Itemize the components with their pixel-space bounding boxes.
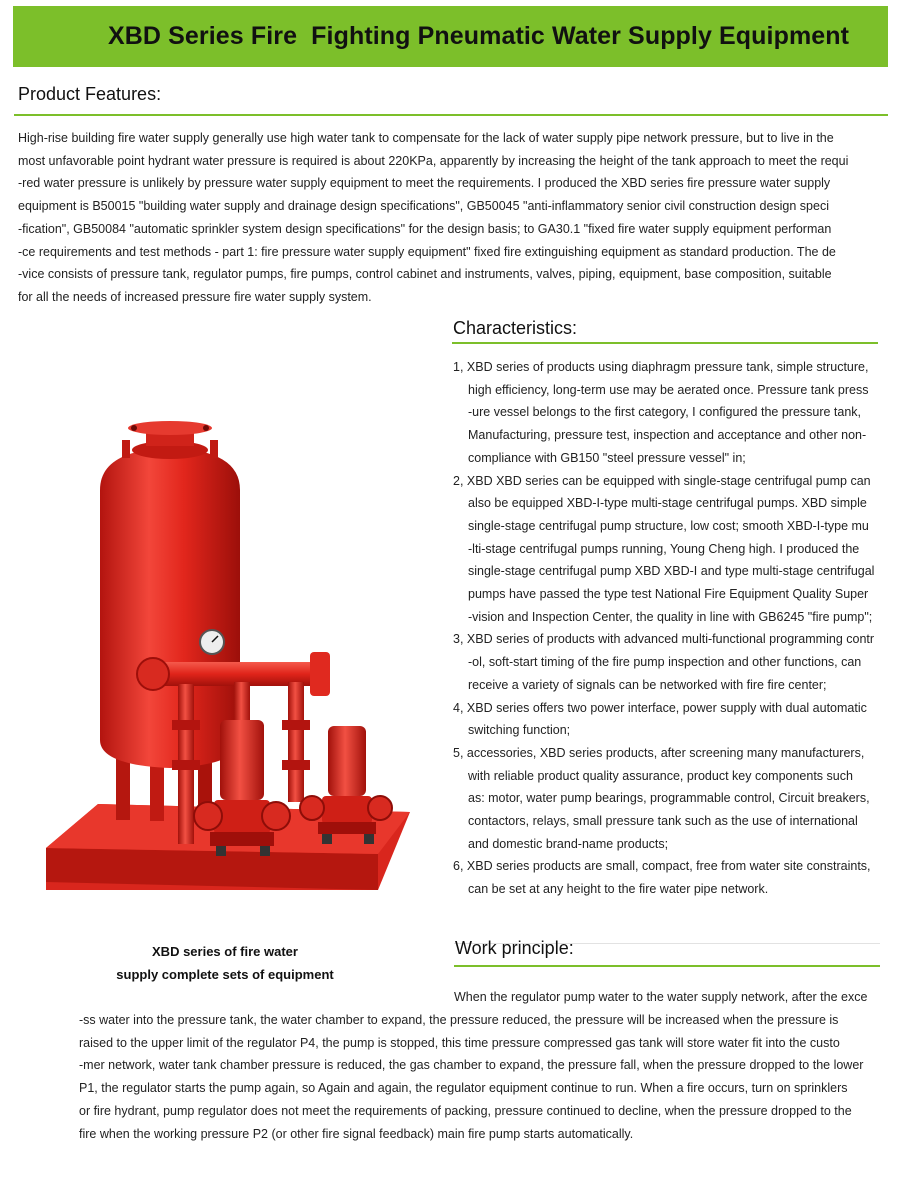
characteristic-line: -vision and Inspection Center, the quality in line with GB6245 "fire pump"; (468, 609, 873, 624)
characteristic-line: 4, XBD series offers two power interface, power supply with dual automatic (453, 700, 867, 715)
characteristics-divider (452, 342, 878, 344)
characteristic-line: also be equipped XBD-I-type multi-stage centrifugal pumps. XBD simple (468, 496, 867, 511)
feature-line: -vice consists of pressure tank, regulator pumps, fire pumps, control cabinet and instruments, valves, piping, equipment, base composition, suitable (18, 267, 832, 282)
characteristic-item (453, 855, 874, 900)
characteristic-line: contactors, relays, small pressure tank such as the use of international (468, 814, 858, 829)
characteristic-line: pumps have passed the type test National Fire Equipment Quality Super (468, 587, 869, 602)
characteristic-line: compliance with GB150 "steel pressure vessel" in; (468, 450, 746, 465)
characteristic-line: can be set at any height to the fire water pipe network. (468, 882, 769, 897)
characteristic-line: 1, XBD series of products using diaphragm pressure tank, simple structure, (453, 360, 869, 374)
work-principle-divider (454, 965, 880, 967)
characteristic-item (453, 697, 874, 742)
product-features-heading: Product Features: (18, 84, 162, 104)
caption-line-1: XBD series of fire water (152, 944, 298, 959)
work-principle-first-line (454, 986, 867, 1009)
characteristic-line: as: motor, water pump bearings, programmable control, Circuit breakers, (468, 791, 870, 806)
characteristics-heading: Characteristics: (453, 318, 578, 338)
characteristic-line: 3, XBD series of products with advanced multi-functional programming contr (453, 632, 875, 647)
work-line: -ss water into the pressure tank, the water chamber to expand, the pressure reduced, the pressure will be increased when the pressure is (79, 1013, 839, 1027)
work-line: raised to the upper limit of the regulator P4, the pump is stopped, this time pressure compressed gas tank will store water fit into the custo (79, 1035, 840, 1050)
work-line: P1, the regulator starts the pump again, so Again and again, the regulator equipment continue to run. When a fire occurs, turn on sprinklers (79, 1081, 848, 1096)
characteristic-item (453, 470, 874, 629)
work-line: When the regulator pump water to the water supply network, after the exce (454, 990, 868, 1004)
characteristic-line: and domestic brand-name products; (468, 836, 669, 851)
caption-line-2: supply complete sets of equipment (116, 967, 334, 982)
characteristic-line: single-stage centrifugal pump XBD XBD-I and type multi-stage centrifugal (468, 564, 875, 579)
feature-line: for all the needs of increased pressure fire water supply system. (18, 289, 372, 304)
characteristic-line: Manufacturing, pressure test, inspection and acceptance and other non- (468, 428, 867, 443)
characteristic-line: -lti-stage centrifugal pumps running, Young Cheng high. I produced the (468, 541, 860, 556)
characteristics-list (453, 356, 874, 901)
regulator-pump (328, 726, 366, 796)
characteristic-line: 5, accessories, XBD series products, after screening many manufacturers, (453, 745, 865, 760)
characteristic-line: with reliable product quality assurance, product key components such (468, 768, 853, 783)
work-line: or fire hydrant, pump regulator does not meet the requirements of packing, pressure continued to decline, when the pressure dropped to the (79, 1103, 852, 1118)
feature-line: -fication", GB50084 "automatic sprinkler system design specifications" for the design basis; to GA30.1 "fixed fire water supply equipment performan (18, 221, 832, 236)
characteristic-line: -ure vessel belongs to the first category, I configured the pressure tank, (468, 405, 862, 420)
characteristic-line: switching function; (468, 723, 571, 738)
work-principle-text (79, 1009, 863, 1145)
fire-pump (220, 720, 264, 800)
characteristic-line: single-stage centrifugal pump structure, low cost; smooth XBD-I-type mu (468, 518, 869, 533)
feature-line: -red water pressure is unlikely by pressure water supply equipment to meet the requirements. I produced the XBD series fire pressure water supply (18, 176, 831, 191)
characteristic-line: -ol, soft-start timing of the fire pump inspection and other functions, can (468, 655, 862, 670)
work-line: -mer network, water tank chamber pressure is reduced, the gas chamber to expand, the pressure fall, when the pressure dropped to the lower (79, 1058, 864, 1073)
product-features-divider (14, 114, 888, 116)
title-banner (13, 6, 888, 67)
feature-line: equipment is B50015 "building water supply and drainage design specifications", GB50045 "anti-inflammatory senior civil construction design speci (18, 199, 829, 214)
characteristic-line: receive a variety of signals can be networked with fire fire center; (468, 677, 827, 692)
feature-line: most unfavorable point hydrant water pressure is required is about 220KPa, apparently by increasing the height of the tank approach to meet the requi (18, 153, 849, 168)
figure-caption (70, 940, 380, 986)
work-line: fire when the working pressure P2 (or other fire signal feedback) main fire pump starts automatically. (79, 1126, 634, 1141)
characteristic-item (453, 356, 874, 470)
characteristic-item (453, 742, 874, 856)
work-principle-heading: Work principle: (455, 938, 574, 958)
characteristic-item (453, 628, 874, 696)
characteristic-line: 6, XBD series products are small, compact, free from water site constraints, (453, 859, 871, 874)
feature-line: High-rise building fire water supply generally use high water tank to compensate for the lack of water supply pipe network pressure, but to live in the (18, 131, 834, 145)
characteristic-line: 2, XBD XBD series can be equipped with single-stage centrifugal pump can (453, 473, 871, 488)
pressure-tank (100, 448, 240, 768)
feature-line: -ce requirements and test methods - part 1: fire pressure water supply equipment" fixed fire extinguishing equipment as standard production. The de (18, 244, 836, 259)
page-title: XBD Series Fire Fighting Pneumatic Water Supply Equipment (108, 22, 850, 50)
characteristic-line: high efficiency, long-term use may be aerated once. Pressure tank press (468, 382, 869, 397)
product-features-text (18, 127, 848, 309)
equipment-photo (38, 420, 418, 900)
